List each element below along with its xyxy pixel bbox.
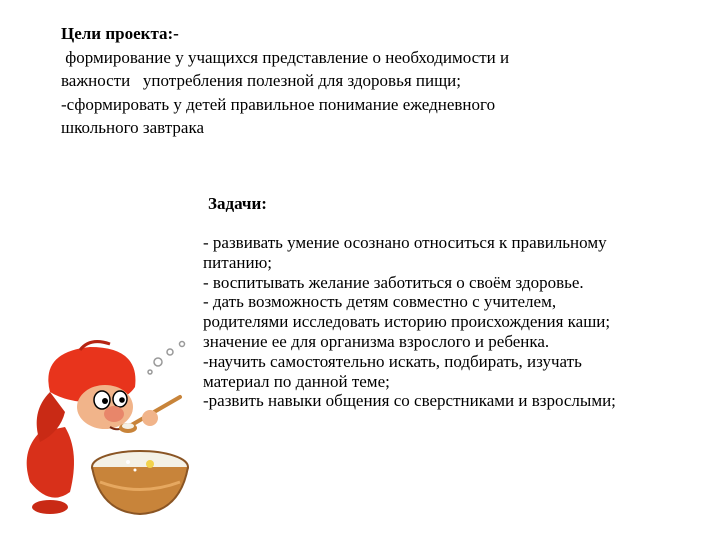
tasks-list [203, 233, 718, 411]
goals-line: школьного завтрака [61, 118, 204, 137]
task-line: питанию; [203, 252, 272, 272]
goals-line: формирование у учащихся представление о необходимости и [61, 47, 510, 67]
gnome-eating-porridge-icon [10, 332, 210, 532]
task-line: - воспитывать желание заботиться о своём здоровье. [203, 272, 584, 292]
task-line: - дать возможность детям совместно с учителем, [203, 292, 557, 312]
goals-line: важности употребления полезной для здоровья пищи; [61, 71, 461, 90]
task-line: значение ее для организма взрослого и ребенка. [203, 331, 550, 351]
task-line: родителями исследовать историю происхождения каши; [203, 312, 611, 332]
task-line: -научить самостоятельно искать, подбирать, изучать [203, 351, 582, 371]
task-line: - развивать умение осознано относиться к правильному [203, 233, 607, 252]
tasks-title: Задачи: [208, 194, 267, 213]
goals-title: Цели проекта:- [61, 24, 179, 43]
task-line: материал по данной теме; [203, 371, 390, 391]
goals-section [61, 22, 621, 140]
goals-line: -сформировать у детей правильное понимание ежедневного [61, 94, 496, 114]
task-line: -развить навыки общения со сверстниками и взрослыми; [203, 391, 616, 411]
